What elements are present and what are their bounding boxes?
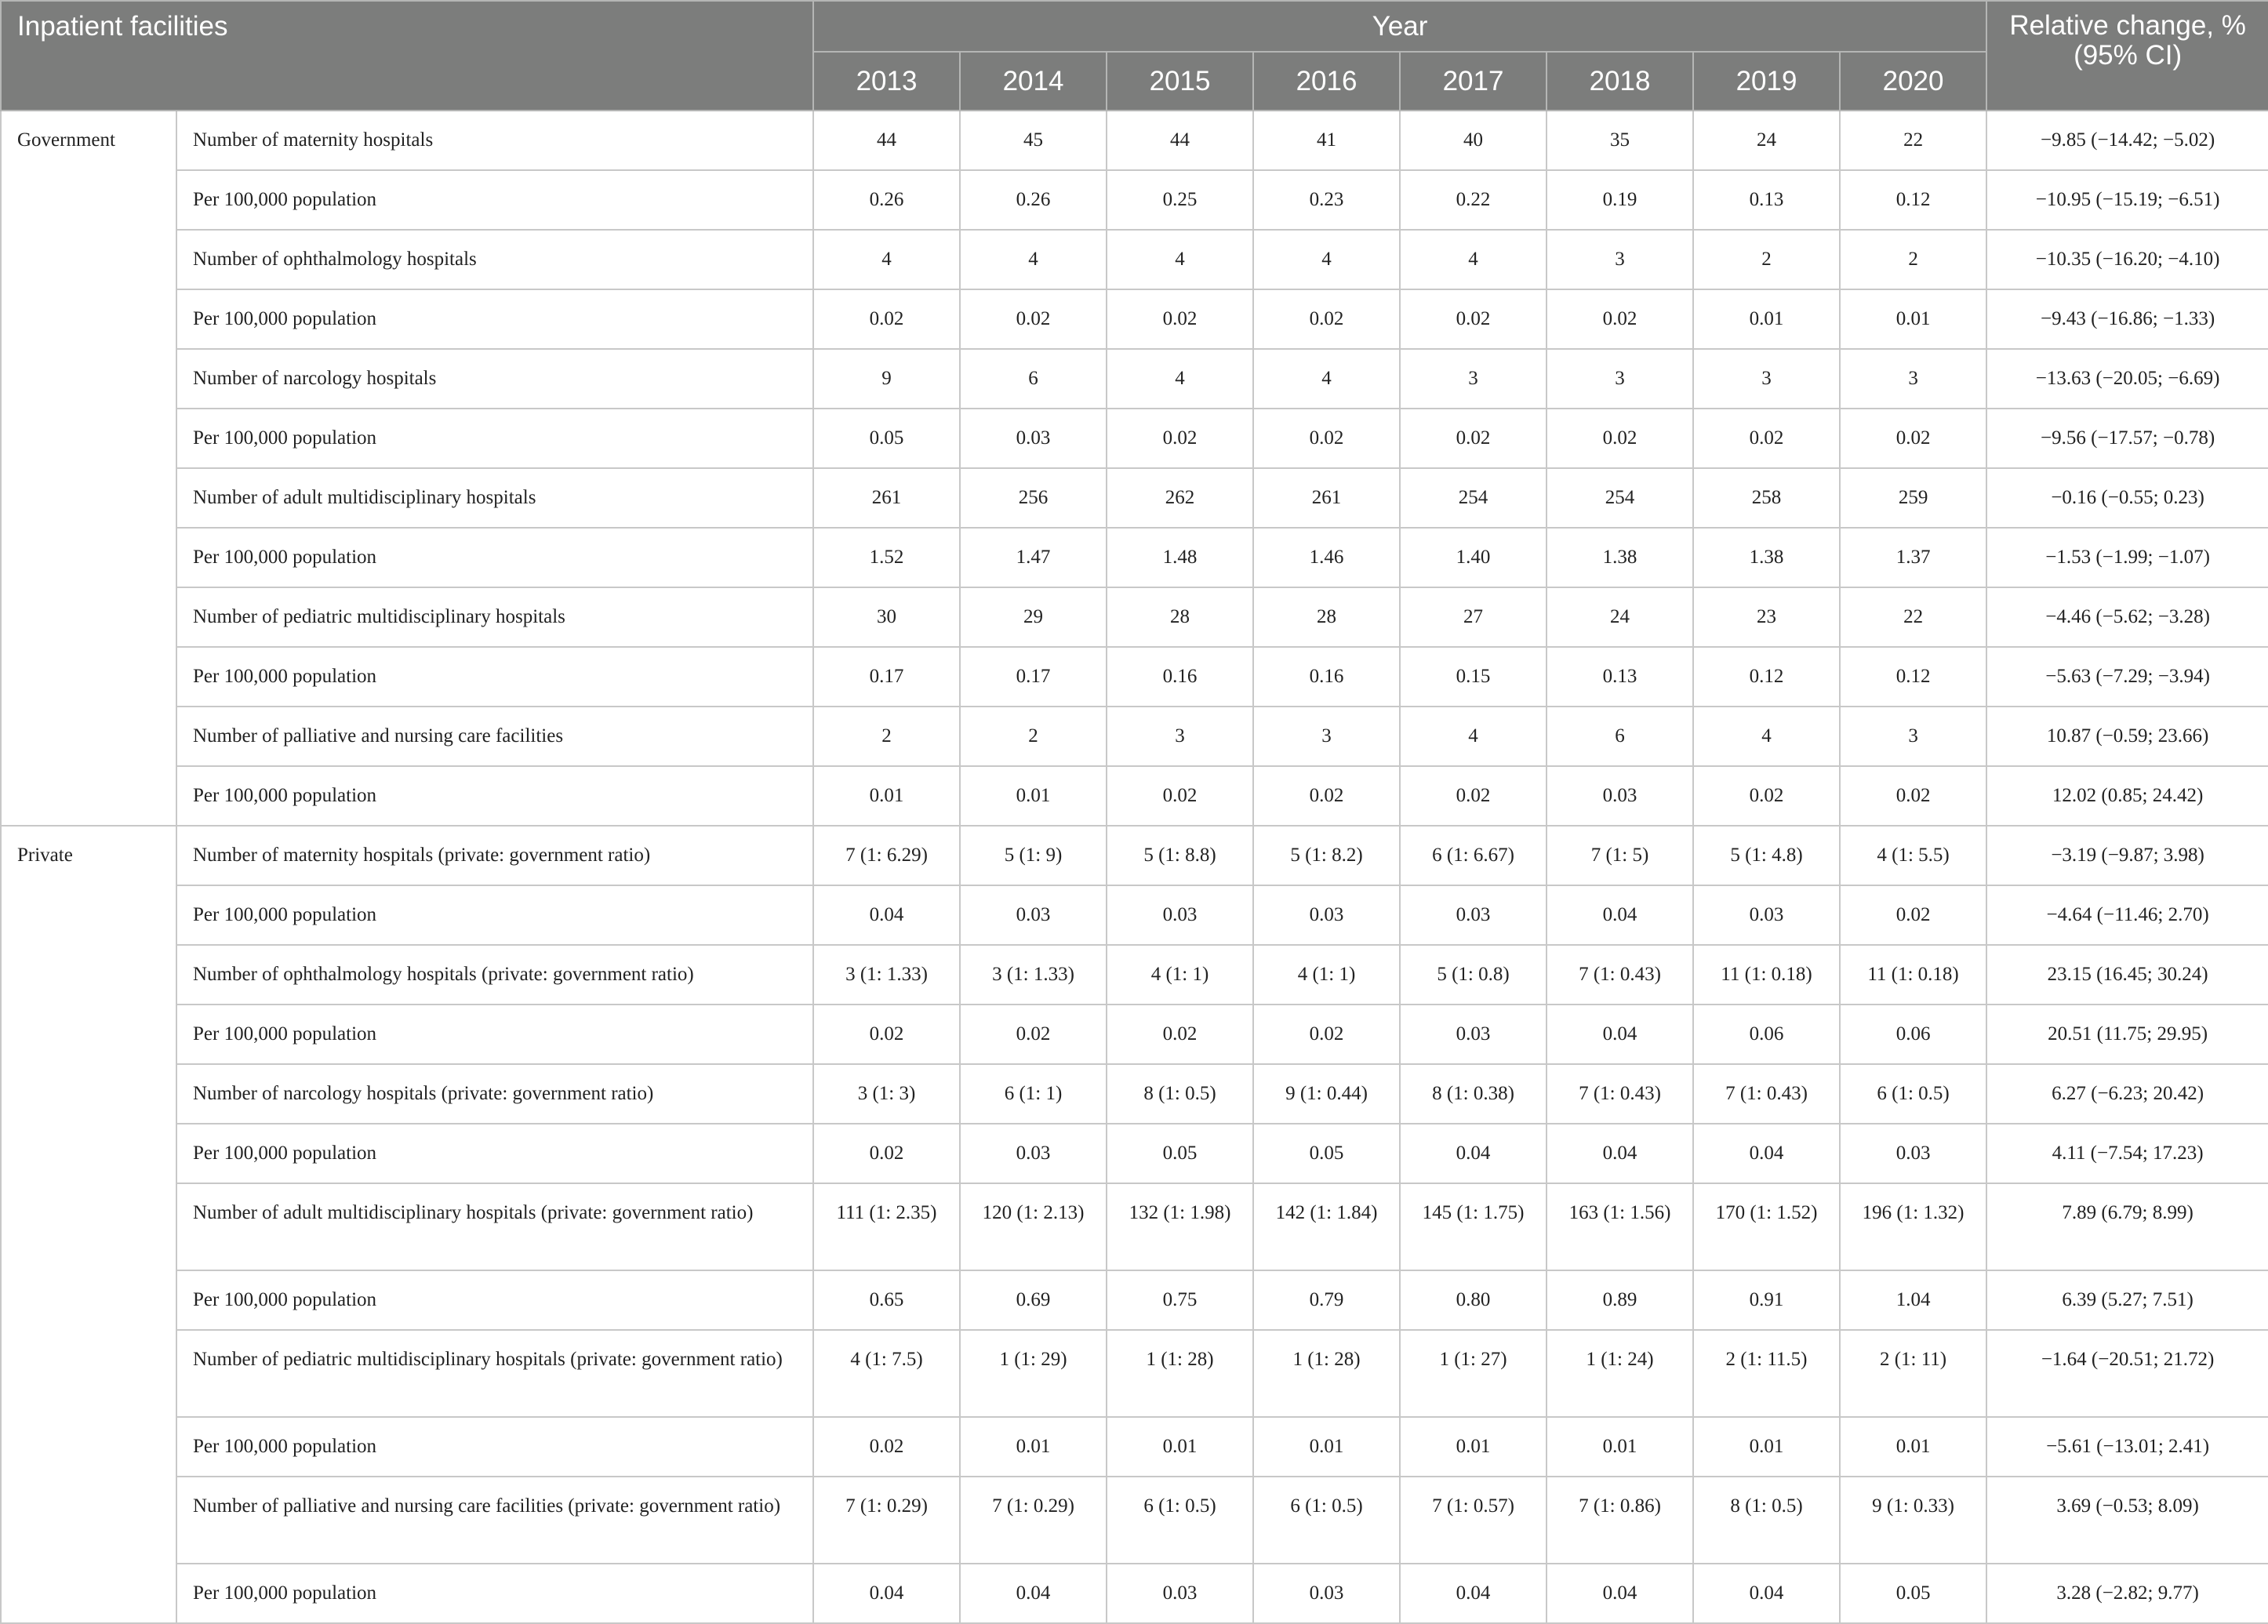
value-cell: 6 (1: 0.5) (1107, 1477, 1253, 1564)
value-cell: 3 (1840, 349, 1986, 409)
table-row (1, 826, 2268, 885)
value-cell: 1 (1: 24) (1547, 1330, 1693, 1417)
row-label: Number of maternity hospitals (176, 111, 813, 170)
value-cell: 0.02 (1400, 766, 1547, 826)
value-cell: 27 (1400, 587, 1547, 647)
value-cell: 6 (1: 0.5) (1840, 1064, 1986, 1124)
value-cell: 3 (1693, 349, 1840, 409)
value-cell: 28 (1253, 587, 1400, 647)
value-cell: 5 (1: 4.8) (1693, 826, 1840, 885)
value-cell: 0.04 (960, 1564, 1107, 1623)
value-cell: 0.02 (1253, 1005, 1400, 1064)
value-cell: 0.03 (1253, 1564, 1400, 1623)
value-cell: 0.16 (1253, 647, 1400, 707)
value-cell: 254 (1547, 468, 1693, 528)
relative-change-cell: 6.39 (5.27; 7.51) (1986, 1270, 2268, 1330)
value-cell: 40 (1400, 111, 1547, 170)
value-cell: 4 (1107, 349, 1253, 409)
relative-change-cell: 6.27 (−6.23; 20.42) (1986, 1064, 2268, 1124)
relative-change-cell: 20.51 (11.75; 29.95) (1986, 1005, 2268, 1064)
table-row (1, 1124, 2268, 1183)
row-label: Number of adult multidisciplinary hospitals (176, 468, 813, 528)
value-cell: 11 (1: 0.18) (1840, 945, 1986, 1005)
table-row (1, 945, 2268, 1005)
table-row (1, 1270, 2268, 1330)
value-cell: 4 (1400, 230, 1547, 289)
value-cell: 7 (1: 0.86) (1547, 1477, 1693, 1564)
value-cell: 132 (1: 1.98) (1107, 1183, 1253, 1270)
table-row (1, 1417, 2268, 1477)
value-cell: 2 (960, 707, 1107, 766)
table-row (1, 1477, 2268, 1564)
relative-change-cell: 3.69 (−0.53; 8.09) (1986, 1477, 2268, 1564)
relative-change-cell: −9.85 (−14.42; −5.02) (1986, 111, 2268, 170)
value-cell: 0.19 (1547, 170, 1693, 230)
value-cell: 0.05 (1107, 1124, 1253, 1183)
value-cell: 4 (1: 7.5) (813, 1330, 960, 1417)
value-cell: 0.02 (1253, 409, 1400, 468)
value-cell: 24 (1693, 111, 1840, 170)
value-cell: 1.38 (1693, 528, 1840, 587)
value-cell: 1.46 (1253, 528, 1400, 587)
value-cell: 4 (1: 1) (1107, 945, 1253, 1005)
value-cell: 0.02 (1693, 409, 1840, 468)
year-header-cell: 2019 (1693, 52, 1840, 111)
value-cell: 0.22 (1400, 170, 1547, 230)
row-label: Number of ophthalmology hospitals (176, 230, 813, 289)
value-cell: 4 (813, 230, 960, 289)
value-cell: 0.02 (1107, 409, 1253, 468)
row-label: Number of palliative and nursing care facilities (private: government ratio) (176, 1477, 813, 1564)
year-header-cell: 2014 (960, 52, 1107, 111)
table-header (1, 1, 2268, 111)
relative-change-cell: 10.87 (−0.59; 23.66) (1986, 707, 2268, 766)
value-cell: 0.12 (1840, 170, 1986, 230)
value-cell: 0.89 (1547, 1270, 1693, 1330)
value-cell: 0.26 (813, 170, 960, 230)
relative-change-cell: −4.46 (−5.62; −3.28) (1986, 587, 2268, 647)
row-label: Per 100,000 population (176, 1417, 813, 1477)
row-label: Per 100,000 population (176, 766, 813, 826)
header-row (1, 1, 2268, 52)
value-cell: 1.37 (1840, 528, 1986, 587)
value-cell: 254 (1400, 468, 1547, 528)
value-cell: 7 (1: 0.43) (1547, 1064, 1693, 1124)
row-label: Number of narcology hospitals (private: government ratio) (176, 1064, 813, 1124)
value-cell: 1 (1: 29) (960, 1330, 1107, 1417)
value-cell: 0.13 (1547, 647, 1693, 707)
value-cell: 0.04 (1547, 1005, 1693, 1064)
value-cell: 1 (1: 27) (1400, 1330, 1547, 1417)
row-label: Number of ophthalmology hospitals (private: government ratio) (176, 945, 813, 1005)
value-cell: 5 (1: 8.8) (1107, 826, 1253, 885)
value-cell: 0.15 (1400, 647, 1547, 707)
value-cell: 0.04 (1693, 1564, 1840, 1623)
value-cell: 44 (1107, 111, 1253, 170)
value-cell: 1 (1: 28) (1253, 1330, 1400, 1417)
value-cell: 0.75 (1107, 1270, 1253, 1330)
value-cell: 22 (1840, 587, 1986, 647)
value-cell: 3 (1400, 349, 1547, 409)
category-cell: Government (1, 111, 176, 826)
value-cell: 0.02 (1840, 409, 1986, 468)
value-cell: 4 (1: 5.5) (1840, 826, 1986, 885)
value-cell: 0.01 (1840, 1417, 1986, 1477)
value-cell: 0.12 (1693, 647, 1840, 707)
value-cell: 0.01 (1693, 289, 1840, 349)
value-cell: 0.06 (1840, 1005, 1986, 1064)
table-row (1, 468, 2268, 528)
value-cell: 0.03 (1400, 885, 1547, 945)
row-label: Per 100,000 population (176, 289, 813, 349)
value-cell: 4 (1253, 349, 1400, 409)
table-row (1, 647, 2268, 707)
value-cell: 0.02 (1400, 289, 1547, 349)
value-cell: 0.02 (960, 289, 1107, 349)
row-label: Number of adult multidisciplinary hospitals (private: government ratio) (176, 1183, 813, 1270)
value-cell: 6 (1: 6.67) (1400, 826, 1547, 885)
value-cell: 196 (1: 1.32) (1840, 1183, 1986, 1270)
value-cell: 0.04 (1693, 1124, 1840, 1183)
value-cell: 0.03 (960, 885, 1107, 945)
value-cell: 261 (813, 468, 960, 528)
value-cell: 6 (1: 1) (960, 1064, 1107, 1124)
year-header-cell: 2018 (1547, 52, 1693, 111)
value-cell: 261 (1253, 468, 1400, 528)
value-cell: 111 (1: 2.35) (813, 1183, 960, 1270)
value-cell: 259 (1840, 468, 1986, 528)
value-cell: 22 (1840, 111, 1986, 170)
value-cell: 256 (960, 468, 1107, 528)
value-cell: 41 (1253, 111, 1400, 170)
value-cell: 4 (1693, 707, 1840, 766)
value-cell: 7 (1: 0.43) (1693, 1064, 1840, 1124)
table-row (1, 230, 2268, 289)
table-row (1, 885, 2268, 945)
value-cell: 0.02 (1253, 289, 1400, 349)
value-cell: 7 (1: 6.29) (813, 826, 960, 885)
value-cell: 9 (813, 349, 960, 409)
value-cell: 8 (1: 0.5) (1107, 1064, 1253, 1124)
relative-change-cell: −5.61 (−13.01; 2.41) (1986, 1417, 2268, 1477)
value-cell: 8 (1: 0.38) (1400, 1064, 1547, 1124)
value-cell: 3 (1: 1.33) (813, 945, 960, 1005)
value-cell: 7 (1: 0.29) (813, 1477, 960, 1564)
year-group-header: Year (813, 1, 1986, 52)
value-cell: 0.02 (1400, 409, 1547, 468)
value-cell: 262 (1107, 468, 1253, 528)
value-cell: 3 (1: 3) (813, 1064, 960, 1124)
relative-change-cell: −4.64 (−11.46; 2.70) (1986, 885, 2268, 945)
value-cell: 0.02 (813, 1124, 960, 1183)
value-cell: 1.38 (1547, 528, 1693, 587)
relative-change-cell: −1.64 (−20.51; 21.72) (1986, 1330, 2268, 1417)
value-cell: 0.04 (813, 1564, 960, 1623)
table-row (1, 1064, 2268, 1124)
value-cell: 0.17 (813, 647, 960, 707)
value-cell: 0.23 (1253, 170, 1400, 230)
value-cell: 0.04 (1547, 1564, 1693, 1623)
value-cell: 28 (1107, 587, 1253, 647)
year-header-cell: 2020 (1840, 52, 1986, 111)
relative-change-cell: −10.35 (−16.20; −4.10) (1986, 230, 2268, 289)
value-cell: 0.12 (1840, 647, 1986, 707)
relative-change-cell: −5.63 (−7.29; −3.94) (1986, 647, 2268, 707)
relative-change-cell: 3.28 (−2.82; 9.77) (1986, 1564, 2268, 1623)
value-cell: 2 (1840, 230, 1986, 289)
relative-change-cell: −9.43 (−16.86; −1.33) (1986, 289, 2268, 349)
row-label: Per 100,000 population (176, 1270, 813, 1330)
relative-change-cell: −1.53 (−1.99; −1.07) (1986, 528, 2268, 587)
table-row (1, 111, 2268, 170)
table-row (1, 1005, 2268, 1064)
value-cell: 0.01 (1840, 289, 1986, 349)
value-cell: 0.01 (960, 1417, 1107, 1477)
value-cell: 0.03 (1107, 885, 1253, 945)
relative-change-label: Relative change, % (2009, 10, 2246, 41)
value-cell: 4 (1400, 707, 1547, 766)
value-cell: 0.02 (1107, 766, 1253, 826)
value-cell: 2 (813, 707, 960, 766)
value-cell: 0.01 (1107, 1417, 1253, 1477)
value-cell: 0.26 (960, 170, 1107, 230)
value-cell: 0.69 (960, 1270, 1107, 1330)
table-row (1, 587, 2268, 647)
value-cell: 0.02 (813, 1005, 960, 1064)
value-cell: 0.03 (960, 1124, 1107, 1183)
value-cell: 0.03 (1693, 885, 1840, 945)
value-cell: 0.02 (1840, 766, 1986, 826)
value-cell: 4 (1: 1) (1253, 945, 1400, 1005)
table-row (1, 707, 2268, 766)
value-cell: 0.01 (1547, 1417, 1693, 1477)
value-cell: 0.03 (1840, 1124, 1986, 1183)
value-cell: 5 (1: 8.2) (1253, 826, 1400, 885)
value-cell: 11 (1: 0.18) (1693, 945, 1840, 1005)
value-cell: 0.02 (1547, 409, 1693, 468)
row-label: Per 100,000 population (176, 409, 813, 468)
value-cell: 8 (1: 0.5) (1693, 1477, 1840, 1564)
value-cell: 0.01 (813, 766, 960, 826)
value-cell: 45 (960, 111, 1107, 170)
value-cell: 0.80 (1400, 1270, 1547, 1330)
value-cell: 0.04 (1547, 1124, 1693, 1183)
row-label: Per 100,000 population (176, 1124, 813, 1183)
value-cell: 0.02 (960, 1005, 1107, 1064)
value-cell: 3 (1547, 349, 1693, 409)
value-cell: 6 (960, 349, 1107, 409)
table-row (1, 1330, 2268, 1417)
value-cell: 0.17 (960, 647, 1107, 707)
row-label: Number of pediatric multidisciplinary hospitals (176, 587, 813, 647)
value-cell: 142 (1: 1.84) (1253, 1183, 1400, 1270)
facilities-header: Inpatient facilities (1, 1, 813, 111)
row-label: Per 100,000 population (176, 1564, 813, 1623)
value-cell: 35 (1547, 111, 1693, 170)
value-cell: 0.04 (1400, 1564, 1547, 1623)
relative-change-cell: −9.56 (−17.57; −0.78) (1986, 409, 2268, 468)
value-cell: 3 (1107, 707, 1253, 766)
value-cell: 3 (1: 1.33) (960, 945, 1107, 1005)
row-label: Number of pediatric multidisciplinary hospitals (private: government ratio) (176, 1330, 813, 1417)
value-cell: 0.02 (1107, 289, 1253, 349)
year-header-cell: 2016 (1253, 52, 1400, 111)
value-cell: 29 (960, 587, 1107, 647)
value-cell: 0.04 (1547, 885, 1693, 945)
value-cell: 6 (1547, 707, 1693, 766)
value-cell: 2 (1: 11.5) (1693, 1330, 1840, 1417)
value-cell: 0.01 (1693, 1417, 1840, 1477)
value-cell: 0.06 (1693, 1005, 1840, 1064)
value-cell: 4 (1107, 230, 1253, 289)
value-cell: 0.03 (960, 409, 1107, 468)
relative-change-cell: −3.19 (−9.87; 3.98) (1986, 826, 2268, 885)
table-row (1, 1564, 2268, 1623)
value-cell: 1 (1: 28) (1107, 1330, 1253, 1417)
value-cell: 0.05 (1840, 1564, 1986, 1623)
value-cell: 0.03 (1253, 885, 1400, 945)
table-row (1, 289, 2268, 349)
value-cell: 0.04 (1400, 1124, 1547, 1183)
value-cell: 9 (1: 0.44) (1253, 1064, 1400, 1124)
value-cell: 9 (1: 0.33) (1840, 1477, 1986, 1564)
value-cell: 1.48 (1107, 528, 1253, 587)
table-row (1, 409, 2268, 468)
value-cell: 30 (813, 587, 960, 647)
value-cell: 4 (1253, 230, 1400, 289)
row-label: Number of palliative and nursing care facilities (176, 707, 813, 766)
value-cell: 2 (1: 11) (1840, 1330, 1986, 1417)
row-label: Per 100,000 population (176, 885, 813, 945)
table-row (1, 766, 2268, 826)
relative-change-cell: −0.16 (−0.55; 0.23) (1986, 468, 2268, 528)
value-cell: 3 (1547, 230, 1693, 289)
value-cell: 0.02 (1107, 1005, 1253, 1064)
value-cell: 0.01 (960, 766, 1107, 826)
value-cell: 0.79 (1253, 1270, 1400, 1330)
row-label: Per 100,000 population (176, 170, 813, 230)
value-cell: 163 (1: 1.56) (1547, 1183, 1693, 1270)
table-row (1, 1183, 2268, 1270)
relative-change-cell: 12.02 (0.85; 24.42) (1986, 766, 2268, 826)
value-cell: 0.02 (813, 289, 960, 349)
value-cell: 5 (1: 0.8) (1400, 945, 1547, 1005)
table-row (1, 528, 2268, 587)
value-cell: 120 (1: 2.13) (960, 1183, 1107, 1270)
value-cell: 2 (1693, 230, 1840, 289)
relative-change-ci-label: (95% CI) (2074, 40, 2183, 71)
value-cell: 0.03 (1400, 1005, 1547, 1064)
value-cell: 0.16 (1107, 647, 1253, 707)
value-cell: 44 (813, 111, 960, 170)
relative-change-cell: 4.11 (−7.54; 17.23) (1986, 1124, 2268, 1183)
year-header-cell: 2015 (1107, 52, 1253, 111)
value-cell: 0.02 (1693, 766, 1840, 826)
value-cell: 4 (960, 230, 1107, 289)
value-cell: 0.25 (1107, 170, 1253, 230)
value-cell: 0.02 (813, 1417, 960, 1477)
row-label: Per 100,000 population (176, 1005, 813, 1064)
value-cell: 3 (1840, 707, 1986, 766)
value-cell: 0.02 (1253, 766, 1400, 826)
value-cell: 0.02 (1840, 885, 1986, 945)
row-label: Per 100,000 population (176, 647, 813, 707)
value-cell: 1.04 (1840, 1270, 1986, 1330)
row-label: Per 100,000 population (176, 528, 813, 587)
value-cell: 0.05 (813, 409, 960, 468)
value-cell: 1.47 (960, 528, 1107, 587)
row-label: Number of maternity hospitals (private: government ratio) (176, 826, 813, 885)
value-cell: 0.03 (1547, 766, 1693, 826)
value-cell: 0.01 (1400, 1417, 1547, 1477)
value-cell: 258 (1693, 468, 1840, 528)
value-cell: 7 (1: 0.57) (1400, 1477, 1547, 1564)
value-cell: 3 (1253, 707, 1400, 766)
value-cell: 145 (1: 1.75) (1400, 1183, 1547, 1270)
value-cell: 24 (1547, 587, 1693, 647)
value-cell: 7 (1: 5) (1547, 826, 1693, 885)
relative-change-cell: −13.63 (−20.05; −6.69) (1986, 349, 2268, 409)
row-label: Number of narcology hospitals (176, 349, 813, 409)
value-cell: 0.04 (813, 885, 960, 945)
value-cell: 6 (1: 0.5) (1253, 1477, 1400, 1564)
relative-change-cell: 7.89 (6.79; 8.99) (1986, 1183, 2268, 1270)
value-cell: 7 (1: 0.29) (960, 1477, 1107, 1564)
value-cell: 0.13 (1693, 170, 1840, 230)
value-cell: 0.91 (1693, 1270, 1840, 1330)
value-cell: 0.03 (1107, 1564, 1253, 1623)
table-row (1, 170, 2268, 230)
value-cell: 1.52 (813, 528, 960, 587)
category-cell: Private (1, 826, 176, 1623)
table-body (1, 111, 2268, 1623)
year-header-cell: 2017 (1400, 52, 1547, 111)
value-cell: 7 (1: 0.43) (1547, 945, 1693, 1005)
value-cell: 170 (1: 1.52) (1693, 1183, 1840, 1270)
value-cell: 5 (1: 9) (960, 826, 1107, 885)
relative-change-cell: 23.15 (16.45; 30.24) (1986, 945, 2268, 1005)
value-cell: 23 (1693, 587, 1840, 647)
table-row (1, 349, 2268, 409)
relative-change-header (1986, 1, 2268, 111)
value-cell: 0.05 (1253, 1124, 1400, 1183)
value-cell: 0.02 (1547, 289, 1693, 349)
value-cell: 0.65 (813, 1270, 960, 1330)
value-cell: 0.01 (1253, 1417, 1400, 1477)
year-header-cell: 2013 (813, 52, 960, 111)
value-cell: 1.40 (1400, 528, 1547, 587)
relative-change-cell: −10.95 (−15.19; −6.51) (1986, 170, 2268, 230)
